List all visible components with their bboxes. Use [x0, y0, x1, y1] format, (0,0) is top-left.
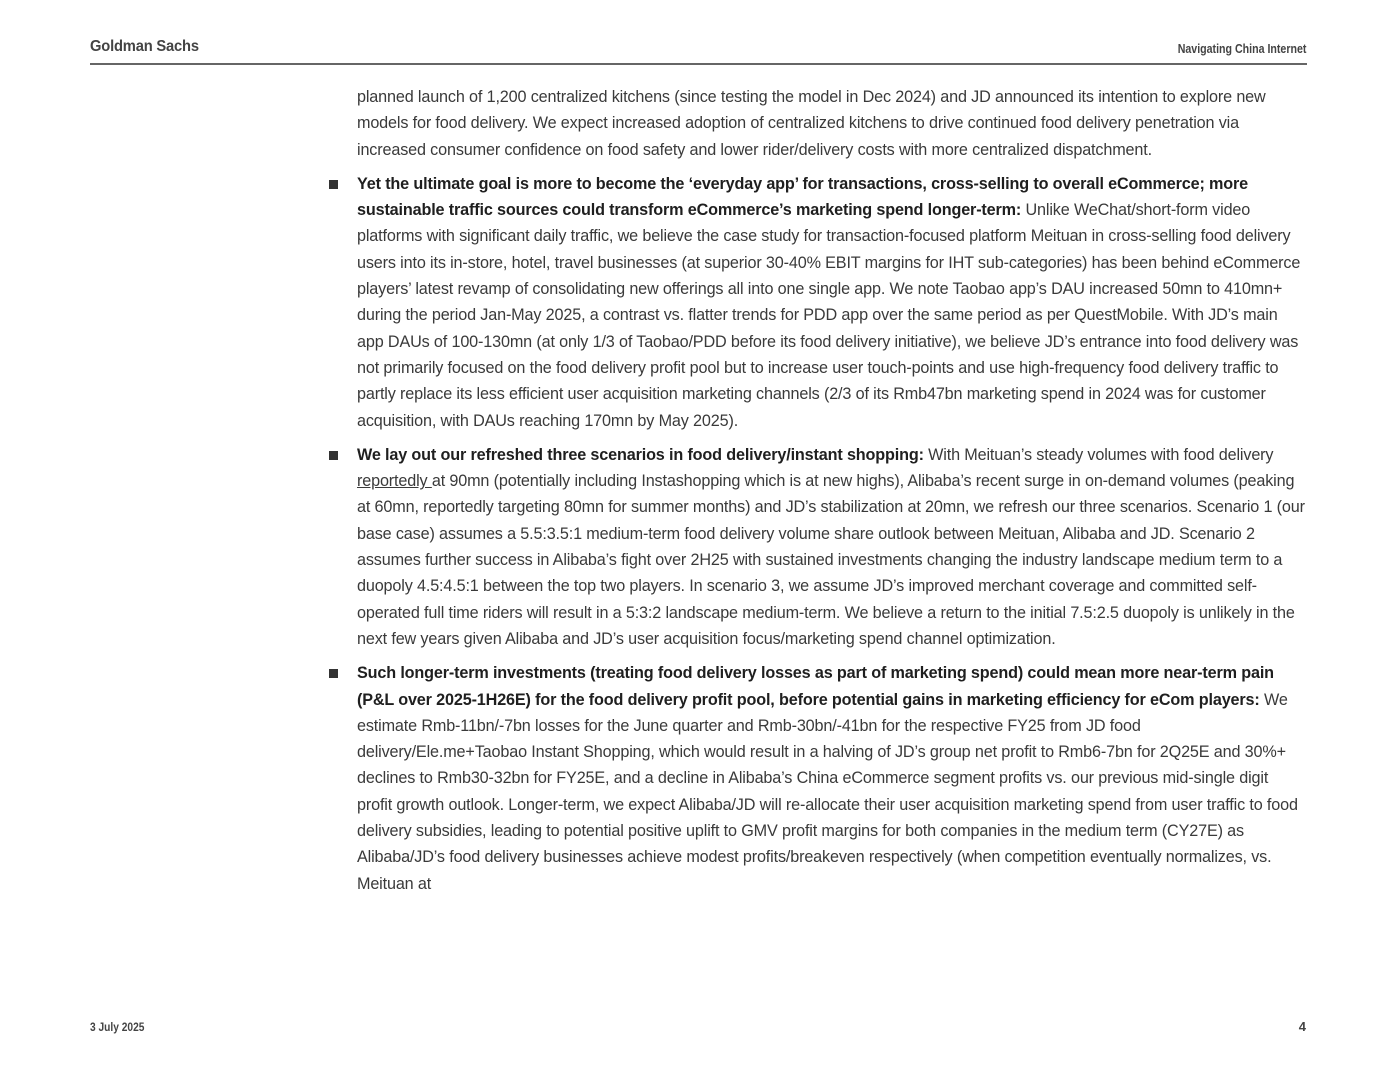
- reportedly-link[interactable]: reportedly: [357, 472, 432, 491]
- brand-name: Goldman Sachs: [90, 38, 199, 55]
- bullet-icon: [329, 669, 338, 678]
- header-divider: [90, 63, 1307, 65]
- paragraph-body: Unlike WeChat/short-form video platforms with significant daily traffic, we believe the case study for transaction-focused platform Meituan in cross-selling food delivery users into its in-store, hotel, travel businesses (at superior 30-40% EBIT margins for IHT sub-categories) has been behind eCommerce players’ latest revamp of consolidating new offerings all into one single app. We note Taobao app’s DAU increased 50mn to 410mn+ during the period Jan-May 2025, a contrast vs. flatter trends for PDD app over the same period as per QuestMobile. With JD’s main app DAUs of 100-130mn (at only 1/3 of Taobao/PDD before its food delivery initiative), we believe JD’s entrance into food delivery was not primarily focused on the food delivery profit pool but to increase user touch-points and use high-frequency food delivery traffic to partly replace its less efficient user acquisition marketing channels (2/3 of its Rmb47bn marketing spend in 2024 was for customer acquisition, with DAUs reaching 170mn by May 2025).: [357, 201, 1301, 430]
- paragraph-lead: We lay out our refreshed three scenarios in food delivery/instant shopping:: [357, 445, 924, 464]
- report-date: 3 July 2025: [90, 1020, 145, 1034]
- bullet-paragraph: [357, 660, 1307, 897]
- paragraph-body: We estimate Rmb-11bn/-7bn losses for the June quarter and Rmb-30bn/-41bn for the respective FY25 from JD food delivery/Ele.me+Taobao Instant Shopping, which would result in a halving of JD’s group net profit to Rmb6-7bn for 2Q25E and 30%+ declines to Rmb30-32bn for FY25E, and a decline in Alibaba’s China eCommerce segment profits vs. our previous mid-single digit profit growth outlook. Longer-term, we expect Alibaba/JD will re-allocate their user acquisition marketing spend from user traffic to food delivery subsidies, leading to potential positive uplift to GMV profit margins for both companies in the medium term (CY27E) as Alibaba/JD’s food delivery businesses achieve modest profits/breakeven respectively (when competition eventually normalizes, vs. Meituan at: [357, 690, 1298, 893]
- paragraph-lead: Such longer-term investments (treating food delivery losses as part of marketing spend) could mean more near-term pain (P&L over 2025-1H26E) for the food delivery profit pool, before potential gains in marketing efficiency for eCom players:: [357, 664, 1274, 709]
- body-text: [357, 84, 1307, 905]
- report-title: Navigating China Internet: [1177, 42, 1306, 56]
- bullet-icon: [329, 451, 338, 460]
- paragraph-lead: Yet the ultimate goal is more to become the ‘everyday app’ for transactions, cross-selling to overall eCommerce; more sustainable traffic sources could transform eCommerce’s marketing spend longer-term:: [357, 174, 1249, 220]
- paragraph-body: at 90mn (potentially including Instashopping which is at new highs), Alibaba’s recent surge in on-demand volumes (peaking at 60mn, reportedly targeting 80mn for summer months) and JD’s stabilization at 20mn, we refresh our three scenarios. Scenario 1 (our base case) assumes a 5.5:3.5:1 medium-term food delivery volume share outlook between Meituan, Alibaba and JD. Scenario 2 assumes further success in Alibaba’s fight over 2H25 with sustained investments changing the industry landscape medium term to a duopoly 4.5:4.5:1 between the top two players. In scenario 3, we assume JD’s improved merchant coverage and committed self-operated full time riders will result in a 5:3:2 landscape medium-term. We believe a return to the initial 7.5:2.5 duopoly is unlikely in the next few years given Alibaba and JD’s user acquisition focus/marketing spend channel optimization.: [357, 472, 1305, 648]
- paragraph-body: With Meituan’s steady volumes with food delivery: [923, 445, 1274, 464]
- paragraph-continuation: [357, 84, 1307, 163]
- bullet-paragraph: [357, 171, 1307, 434]
- bullet-paragraph: [357, 442, 1307, 652]
- page-number: 4: [1298, 1019, 1306, 1034]
- bullet-icon: [329, 180, 338, 189]
- paragraph-body: planned launch of 1,200 centralized kitchens (since testing the model in Dec 2024) and JD announced its intention to explore new models for food delivery. We expect increased adoption of centralized kitchens to drive continued food delivery penetration via increased consumer confidence on food safety and lower rider/delivery costs with more centralized dispatchment.: [357, 88, 1266, 159]
